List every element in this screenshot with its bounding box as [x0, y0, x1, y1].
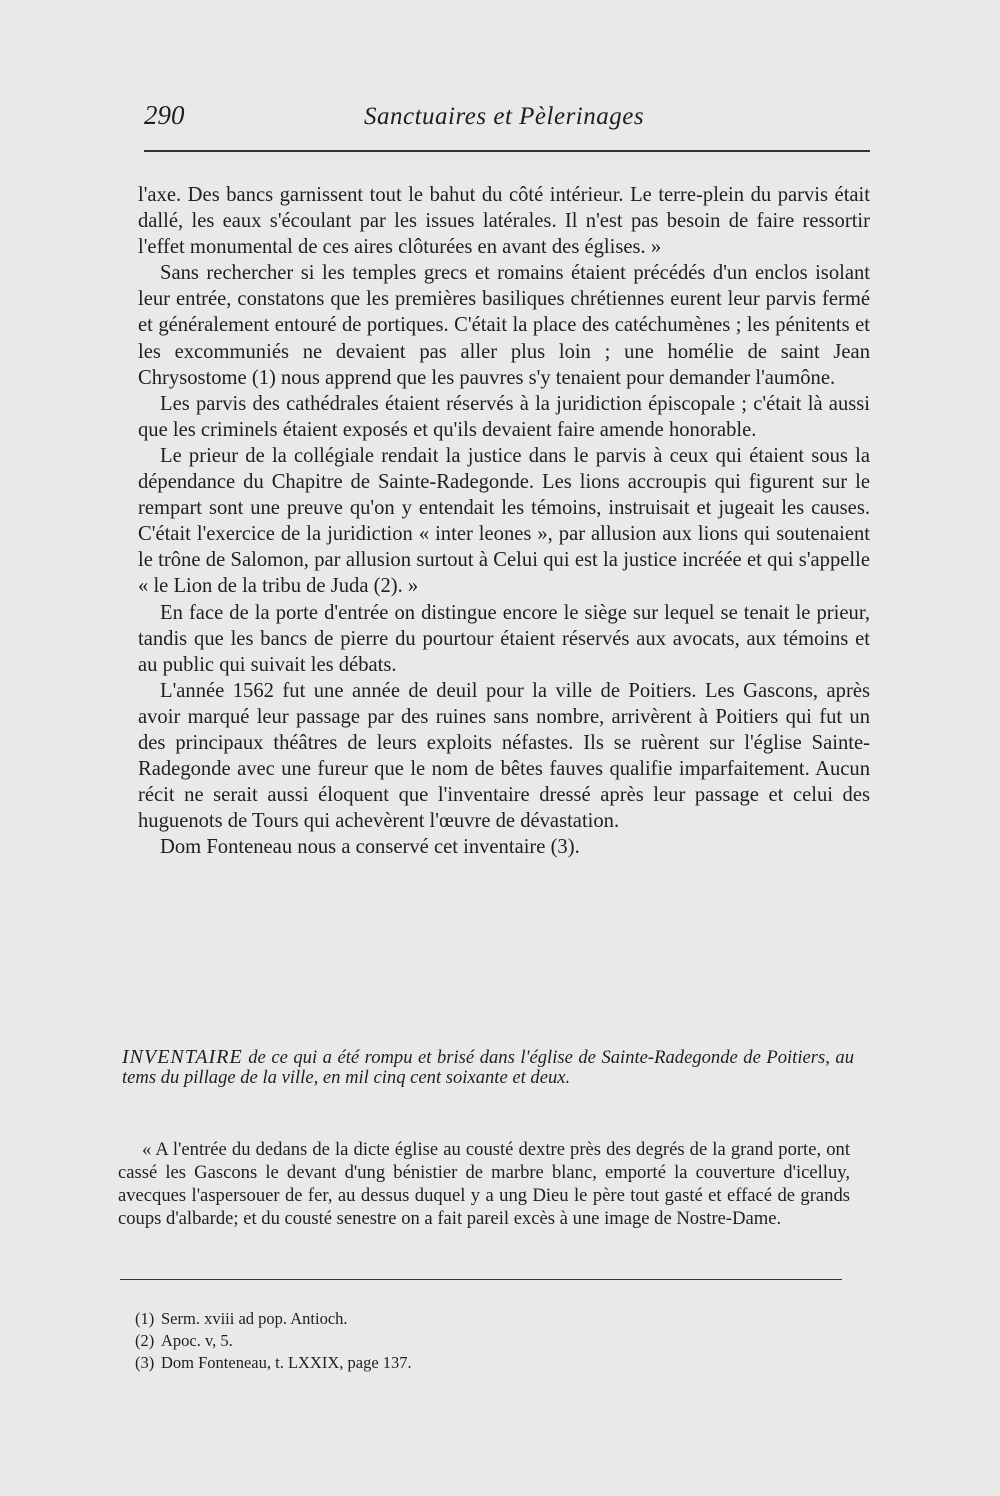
paragraph: L'année 1562 fut une année de deuil pour la ville de Poitiers. Les Gascons, après avoir marqué leur passage par des ruines sans nombre, arrivèrent à Poitiers qui fut un des principaux théâtres de leurs exploits néfastes. Ils se ruèrent sur l'église Sainte-Radegonde avec une fureur que le nom de bêtes fauves qualifie imparfaitement. Aucun récit ne serait aussi éloquent que l'inventaire dressé après leur passage et celui des huguenots de Tours qui achevèrent l'œuvre de dévastation.: [138, 679, 870, 833]
footnote: [135, 1330, 735, 1352]
footnote-number: (3): [135, 1353, 155, 1372]
paragraph: Dom Fonteneau nous a conservé cet inventaire (3).: [160, 836, 580, 859]
footnote-number: (1): [135, 1309, 155, 1328]
inventory-title: [122, 1047, 854, 1088]
inventory-title-caps: INVENTAIRE: [122, 1046, 243, 1068]
paragraph: Sans rechercher si les temples grecs et romains étaient précédés d'un enclos isolant leur entrée, constatons que les premières basiliques chrétiennes eurent leur parvis fermé et généralement entouré de portiques. C'était la place des catéchumènes ; les pénitents et les excommuniés ne devaient pas aller plus loin ; une homélie de saint Jean Chrysostome (1) nous apprend que les pauvres s'y tenaient pour demander l'aumône.: [138, 262, 870, 389]
footnote: [135, 1308, 735, 1330]
footnote-text: Apoc. v, 5.: [161, 1331, 233, 1350]
footnote-number: (2): [135, 1331, 155, 1350]
footnote-text: Serm. xviii ad pop. Antioch.: [161, 1309, 348, 1328]
inventory-quote: « A l'entrée du dedans de la dicte église au cousté dextre près des degrés de la grand porte, ont cassé les Gascons le devant d'ung bénistier de marbre blanc, emporté la couverture d'icelluy, avecques l'aspersouer de fer, au dessus duquel y a ung Dieu le père tout gasté et effacé de grands coups d'albarde; et du cousté senestre on a fait pareil excès à une image de Nostre-Dame.: [118, 1139, 850, 1229]
footnote: [135, 1352, 735, 1374]
header-rule: [144, 150, 870, 152]
paragraph: l'axe. Des bancs garnissent tout le bahut du côté intérieur. Le terre-plein du parvis était dallé, les eaux s'écoulant par les issues latérales. Il n'est pas besoin de faire ressortir l'effet monumental de ces aires clôturées en avant des églises. »: [138, 184, 870, 259]
page-number: 290: [144, 100, 185, 130]
footnote-rule: [120, 1279, 842, 1280]
footnotes: [135, 1308, 735, 1374]
running-title: Sanctuaires et Pèlerinages: [364, 103, 645, 130]
page-header: [138, 100, 858, 140]
body-text: [138, 182, 870, 860]
footnote-text: Dom Fonteneau, t. LXXIX, page 137.: [161, 1353, 412, 1372]
paragraph: En face de la porte d'entrée on distingue encore le siège sur lequel se tenait le prieur, tandis que les bancs de pierre du pourtour étaient réservés aux avocats, aux témoins et au public qui suivait les débats.: [138, 601, 870, 676]
paragraph: Les parvis des cathédrales étaient réservés à la juridiction épiscopale ; c'était là aussi que les criminels étaient exposés et qu'ils devaient faire amende honorable.: [138, 392, 870, 441]
paragraph: Le prieur de la collégiale rendait la justice dans le parvis à ceux qui étaient sous la dépendance du Chapitre de Sainte-Radegonde. Les lions accroupis qui figurent sur le rempart sont une preuve qu'on y entendait les témoins, instruisait et jugeait les causes. C'était l'exercice de la juridiction « inter leones », par allusion aux lions qui soutenaient le trône de Salomon, par allusion surtout à Celui qui est la justice incréée et qui s'appelle « le Lion de la tribu de Juda (2). »: [138, 444, 870, 598]
inventory-title-rest: de ce qui a été rompu et brisé dans l'église de Sainte-Radegonde de Poitiers, au tems du pillage de la ville, en mil cinq cent soixante et deux.: [122, 1047, 854, 1088]
